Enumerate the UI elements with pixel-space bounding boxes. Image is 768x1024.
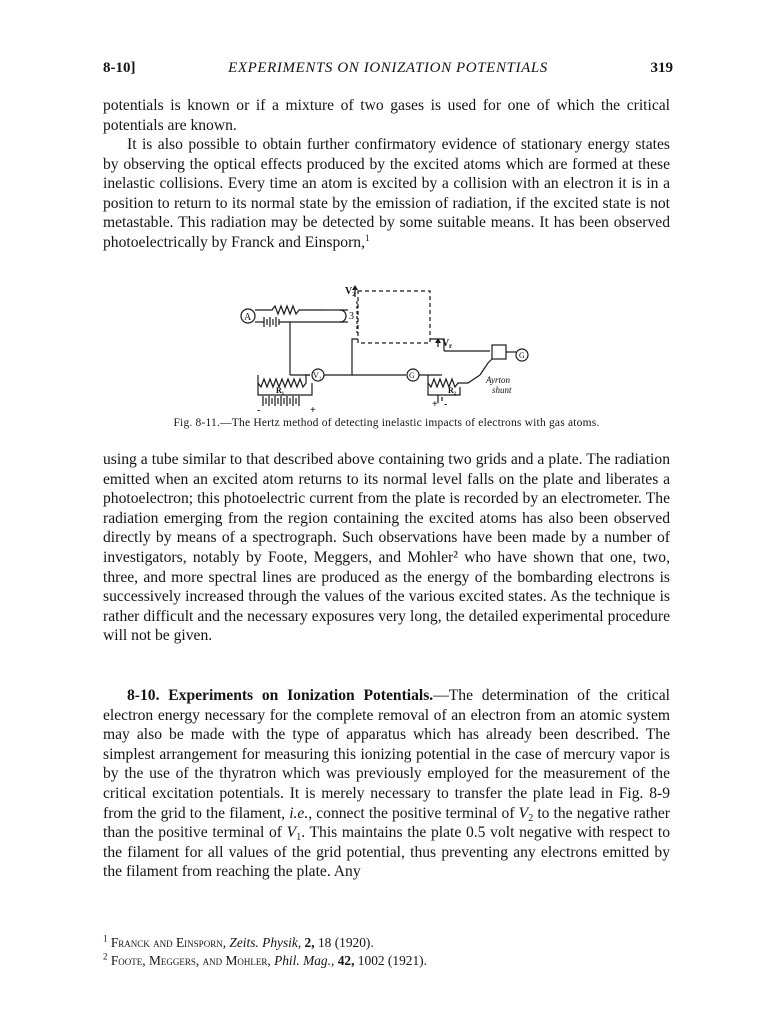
paragraph-4-part-4: . This maintains the plate 0.5 volt negative with respect to the filament for all values of the grid potential, thus preventing any electrons emitted by the filament from reaching the plate. Any [103,824,670,881]
footnote-2-rest: 1002 (1921). [357,953,427,968]
label-minus-1: - [257,405,261,415]
label-plus-2: + [432,399,438,410]
section-number: 8-10] [103,60,136,76]
footnote-1-authors: Franck and Einsporn, [110,935,227,950]
label-vr-sub: r [449,342,453,350]
footnote-1-journal: Zeits. Physik, [229,935,302,950]
footnote-1-rest: 18 (1920). [317,935,374,950]
paragraph-4-part-3: to the negative rather than the positive terminal of [103,804,670,842]
footnote-1-mark: 1 [103,933,108,944]
paragraph-4-part-1: —The determination of the critical electron energy necessary for the complete removal of an electron from an atomic system may also be made with the type of apparatus which has already been described. The simplest arrangement for measuring this ionizing potential in the case of mercury vapor is by the use of the thyratron which was previously employed for the measurement of the critical excitation potentials. It is merely necessary to transfer the plate lead in Fig. 8-9 from the grid to the filament, [103,687,670,822]
label-vr: V [442,338,450,349]
electrometer-switch [492,345,506,359]
figure-caption: Fig. 8-11.—The Hertz method of detecting inelastic impacts of electrons with gas atoms. [173,417,600,429]
label-electrometer: G [519,351,525,360]
paragraph-continued [103,96,670,135]
symbol-v1: V [286,824,297,842]
footnote-1-volume: 2, [304,935,315,950]
retarding-battery [438,395,442,403]
paragraph-2-text: It is also possible to obtain further confirmatory evidence of stationary energy states by observing the optical effects produced by the excited atoms which are formed at these inelastic collisions. Every time an atom is excited by a collision with an electron it is in a position to return to its normal state by the emission of radiation, if the excited state is not metastable. This radiation may be detected by some suitable means. It has been observed photoelectrically by Franck and Einsporn, [103,136,670,251]
running-title: EXPERIMENTS ON IONIZATION POTENTIALS [228,60,548,76]
footnote-2 [103,953,663,969]
footnote-1 [103,935,663,951]
label-shunt-line1: Ayrton [486,375,510,385]
paragraph-spectral-observations: using a tube similar to that described above containing two grids and a plate. The radiation emitted when an excited atom returns to its normal level falls on the plate and liberates a photoelectron; this photoelectric current from the plate is recorded by an electrometer. The radiation emerging from the region containing the excited atoms has also been observed directly by means of a spectrograph. Such observations have been made by a number of investigators, notably by Foote, Meggers, and Mohler² who have shown that one, two, three, and more spectral lines are produced as the energy of the bombarding electrons is successively increased through the values of the various excited states. As the technique is rather difficult and the necessary exposures very long, the detailed experimental procedure will not be given. [103,451,670,645]
hertz-method-circuit-diagram [230,283,560,415]
paragraph-optical-effects [103,135,670,253]
label-r1: R₁ [276,386,285,395]
filament-rheostat [255,306,325,314]
paragraph-1-text: potentials is known or if a mixture of two gases is used for one of which the critical potentials are known. [103,97,670,134]
symbol-v2: V [518,804,529,822]
footnote-2-mark: 2 [103,951,108,962]
footnote-2-volume: 42, [337,953,355,968]
label-minus-2: - [444,399,448,410]
ie-abbreviation: i.e., [289,804,313,822]
symbol-v2-subscript: 2 [528,812,534,824]
label-r2: R₂ [448,386,457,395]
filament-battery [264,317,279,327]
page-number: 319 [650,60,673,76]
label-ammeter: A [244,312,252,323]
running-header [103,60,673,82]
label-v1-meter: V₁ [313,371,322,380]
label-tube-terminal: 3 [349,311,354,322]
grid-battery [263,396,299,406]
tube-envelope [358,291,430,343]
footnote-2-journal: Phil. Mag., [274,953,335,968]
symbol-v1-subscript: 1 [296,832,302,844]
footnote-ref-1: 1 [365,232,370,243]
paragraph-4-part-2: connect the positive terminal of [312,804,519,822]
footnote-2-authors: Foote, Meggers, and Mohler, [110,953,271,968]
label-shunt-line2: shunt [492,385,512,395]
section-heading: 8-10. Experiments on Ionization Potentials. [127,687,434,704]
label-v2: V₂ [345,286,356,297]
label-plus-1: + [310,405,316,415]
paragraph-ionization-potentials [103,686,670,882]
label-g-meter: G [409,371,415,380]
